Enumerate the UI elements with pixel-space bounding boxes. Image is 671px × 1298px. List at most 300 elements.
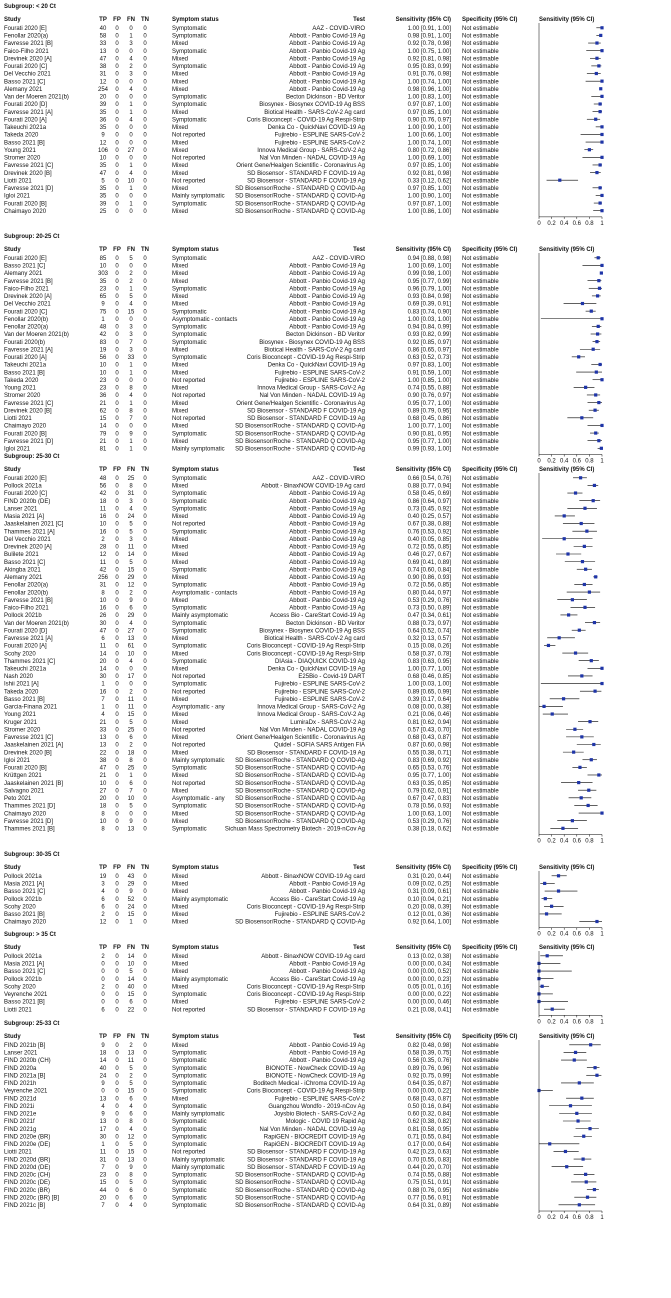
test-name: Fujirebio - ESPLINE SARS-CoV-2 (274, 132, 365, 139)
study-name: Alemany 2021 (4, 575, 43, 582)
sensitivity-ci: 0.10 [0.04, 0.21] (407, 896, 451, 903)
symptom-status: Mixed (172, 636, 189, 643)
tp-value: 106 (97, 147, 109, 154)
tp-value: 35 (99, 193, 107, 200)
sensitivity-ci: 0.81 [0.58, 0.95] (407, 1126, 451, 1133)
tn-value: 0 (143, 294, 147, 301)
tn-value: 0 (143, 491, 147, 498)
tp-value: 9 (101, 1081, 105, 1088)
fn-value: 1 (129, 400, 133, 407)
symptom-status: Mixed (172, 163, 189, 170)
point-estimate (562, 697, 565, 700)
axis-tick-label: 0.6 (572, 1215, 581, 1222)
tp-value: 33 (99, 41, 107, 48)
test-name: Abbott - Panbio Covid-19 Ag (289, 1050, 365, 1057)
tp-value: 83 (99, 339, 107, 346)
sensitivity-ci: 0.08 [0.00, 0.38] (407, 704, 451, 711)
fn-value: 10 (127, 796, 135, 803)
point-estimate (599, 163, 602, 166)
sensitivity-ci: 0.21 [0.06, 0.46] (407, 712, 451, 719)
specificity-ci: Not estimable (462, 506, 499, 513)
tp-value: 10 (99, 263, 107, 270)
specificity-ci: Not estimable (462, 1142, 499, 1149)
fn-value: 5 (129, 294, 133, 301)
tp-value: 44 (99, 1187, 107, 1194)
fn-value: 0 (129, 140, 133, 147)
test-name: Abbott - Panbio Covid-19 Ag (289, 316, 365, 323)
fp-value: 0 (115, 1050, 119, 1057)
tn-value: 0 (143, 689, 147, 696)
fn-value: 25 (127, 476, 135, 482)
specificity-ci: Not estimable (462, 1081, 499, 1088)
specificity-ci: Not estimable (462, 1065, 499, 1072)
test-name: RapiGEN - BIOCREDIT COVID-19 Ag (263, 1134, 365, 1141)
test-name: Denka Co - QuickNavi COVID-19 Ag (267, 125, 365, 132)
test-name: Becton Dickinson - BD Veritor (285, 332, 365, 339)
test-name: Abbott - Panbio Covid-19 Ag (289, 56, 365, 63)
subgroup-title: Subgroup: 20-25 Ct (4, 234, 60, 240)
tp-value: 42 (99, 332, 107, 339)
tp-value: 3 (101, 881, 105, 888)
test-name: SD Biosensor/Roche - STANDARD Q COVID-Ag (235, 423, 365, 430)
point-estimate (597, 325, 600, 328)
sensitivity-ci: 0.86 [0.64, 0.97] (407, 498, 451, 505)
sensitivity-ci: 1.00 [0.63, 1.00] (407, 811, 451, 818)
tp-value: 22 (99, 750, 107, 757)
tp-value: 30 (99, 1134, 107, 1141)
fn-value: 22 (127, 1007, 135, 1014)
fp-value: 0 (115, 1180, 119, 1187)
study-name: Pollock 2021a (4, 954, 42, 960)
tp-value: 20 (99, 94, 107, 101)
fp-value: 0 (115, 742, 119, 749)
tp-value: 17 (99, 1126, 107, 1133)
specificity-ci: Not estimable (462, 347, 499, 354)
tn-value: 0 (143, 559, 147, 566)
tp-value: 39 (99, 102, 107, 109)
sensitivity-ci: 0.44 [0.20, 0.70] (407, 1164, 451, 1171)
specificity-ci: Not estimable (462, 613, 499, 620)
sensitivity-ci: 0.89 [0.76, 0.96] (407, 1065, 451, 1072)
point-estimate (581, 560, 584, 563)
study-name: Takeuchi 2021a (4, 666, 47, 673)
symptom-status: Symptomatic (172, 48, 207, 55)
axis-tick-label: 0.6 (572, 458, 581, 465)
tn-value: 0 (143, 301, 147, 308)
symptom-status: Symptomatic (172, 992, 207, 999)
tp-value: 26 (99, 613, 107, 620)
fn-value: 6 (129, 1187, 133, 1194)
symptom-status: Not reported (172, 1149, 206, 1156)
specificity-ci: Not estimable (462, 256, 499, 262)
specificity-ci: Not estimable (462, 309, 499, 316)
tp-value: 62 (99, 408, 107, 415)
sensitivity-ci: 0.93 [0.82, 0.99] (407, 332, 451, 339)
sensitivity-ci: 0.97 [0.85, 1.00] (407, 163, 451, 170)
study-name: Takeuchi 2021a (4, 125, 47, 132)
study-name: Salvagno 2021 (4, 788, 45, 795)
fn-value: 1 (129, 773, 133, 780)
specificity-ci: Not estimable (462, 658, 499, 665)
symptom-status: Symptomatic (172, 26, 207, 32)
axis-tick-label: 1 (600, 931, 604, 938)
symptom-status: Mixed (172, 483, 189, 490)
col-header-sensitivity: Sensitivity (95% CI) (395, 247, 451, 253)
fp-value: 0 (115, 64, 119, 71)
symptom-status: Not reported (172, 674, 206, 681)
symptom-status: Symptomatic (172, 1073, 207, 1080)
point-estimate (576, 1119, 579, 1122)
fn-value: 0 (129, 681, 133, 688)
study-name: FIND 2021d (4, 1096, 37, 1103)
symptom-status: Mainly asymptomatic (172, 976, 229, 983)
fn-value: 2 (129, 742, 133, 749)
symptom-status: Symptomatic (172, 1081, 207, 1088)
sensitivity-ci: 0.60 [0.32, 0.84] (407, 1111, 451, 1118)
study-name: Drevinek 2020 [B] (4, 750, 52, 757)
fn-value: 43 (127, 874, 135, 880)
study-name: Alemany 2021 (4, 271, 43, 278)
tp-value: 23 (99, 1172, 107, 1179)
fn-value: 3 (129, 71, 133, 78)
point-estimate (595, 340, 598, 343)
fp-value: 0 (115, 256, 119, 262)
sensitivity-ci: 0.58 [0.39, 0.75] (407, 1050, 451, 1057)
tp-value: 5 (101, 178, 105, 185)
tn-value: 0 (143, 658, 147, 665)
axis-tick-label: 0.2 (547, 1019, 556, 1026)
test-name: Orient Gene/Healgen Scientific - Coronavirus Ag (236, 163, 365, 170)
sensitivity-ci: 0.58 [0.45, 0.69] (407, 491, 451, 498)
study-name: Fourati 2020 [D] (4, 628, 48, 635)
fn-value: 2 (129, 689, 133, 696)
tn-value: 0 (143, 1007, 147, 1014)
symptom-status: Mixed (172, 41, 189, 48)
point-estimate (583, 583, 586, 586)
fn-value: 15 (127, 1088, 135, 1095)
specificity-ci: Not estimable (462, 208, 499, 215)
point-estimate (565, 1165, 568, 1168)
fp-value: 0 (115, 286, 119, 293)
col-header-specificity: Specificity (95% CI) (462, 865, 518, 871)
study-name: Pollock 2021b (4, 613, 42, 620)
fn-value: 0 (129, 48, 133, 55)
study-name: Favresse 2021 [A] (4, 636, 53, 643)
tp-value: 8 (101, 590, 105, 597)
specificity-ci: Not estimable (462, 796, 499, 803)
symptom-status: Not reported (172, 1007, 206, 1014)
fn-value: 3 (129, 498, 133, 505)
test-name: Nal Von Minden - NADAL COVID-19 Ag (259, 393, 365, 400)
test-name: Abbott - Panbio Covid-19 Ag (289, 544, 365, 551)
fp-value: 0 (115, 79, 119, 86)
sensitivity-ci: 0.00 [0.00, 0.22] (407, 992, 451, 999)
point-estimate (600, 95, 603, 98)
test-name: Abbott - Panbio Covid-19 Ag (289, 961, 365, 968)
fn-value: 4 (129, 393, 133, 400)
point-estimate (580, 735, 583, 738)
sensitivity-ci: 0.63 [0.52, 0.73] (407, 355, 451, 362)
specificity-ci: Not estimable (462, 544, 499, 551)
study-name: Favresse 2021 [C] (4, 163, 54, 170)
specificity-ci: Not estimable (462, 41, 499, 48)
symptom-status: Symptomatic (172, 1058, 207, 1065)
test-name: Abbott - Panbio Covid-19 Ag (289, 559, 365, 566)
fp-value: 0 (115, 536, 119, 543)
point-estimate (594, 575, 597, 578)
fp-value: 0 (115, 309, 119, 316)
point-estimate (595, 41, 598, 44)
tn-value: 0 (143, 1195, 147, 1202)
test-name: Coris Bioconcept - COVID-19 Ag Respi-Strip (246, 984, 365, 991)
tp-value: 10 (99, 155, 107, 162)
tn-value: 0 (143, 1058, 147, 1065)
test-name: SD Biosensor - STANDARD F COVID-19 Ag (247, 1157, 365, 1164)
sensitivity-ci: 0.78 [0.56, 0.93] (407, 803, 451, 810)
col-header-specificity: Specificity (95% CI) (462, 467, 518, 473)
tp-value: 28 (99, 544, 107, 551)
tn-value: 0 (143, 567, 147, 574)
fn-value: 9 (129, 1164, 133, 1171)
symptom-status: Mixed (172, 712, 189, 719)
study-name: Liotti 2021 (4, 1007, 32, 1014)
sensitivity-ci: 0.33 [0.12, 0.62] (407, 178, 451, 185)
point-estimate (595, 371, 598, 374)
fp-value: 0 (115, 178, 119, 185)
tn-value: 0 (143, 1096, 147, 1103)
sensitivity-ci: 0.46 [0.27, 0.67] (407, 552, 451, 559)
fn-value: 0 (129, 94, 133, 101)
tp-value: 10 (99, 818, 107, 825)
test-name: Abbott - Panbio Covid-19 Ag (289, 605, 365, 612)
sensitivity-ci: 0.64 [0.52, 0.74] (407, 628, 451, 635)
tn-value: 0 (143, 109, 147, 116)
fp-value: 0 (115, 826, 119, 833)
point-estimate (599, 102, 602, 105)
fp-value: 0 (115, 912, 119, 919)
col-header-fn: FN (127, 1034, 135, 1040)
fp-value: 0 (115, 1203, 119, 1210)
sensitivity-ci: 1.00 [0.77, 1.00] (407, 666, 451, 673)
fn-value: 3 (129, 347, 133, 354)
study-name: Liotti 2021 (4, 178, 32, 185)
test-name: Abbott - Panbio Covid-19 Ag (289, 521, 365, 528)
specificity-ci: Not estimable (462, 1134, 499, 1141)
test-name: SD Biosensor/Roche - STANDARD Q COVID-Ag (235, 1172, 365, 1179)
fp-value: 0 (115, 355, 119, 362)
study-name: Masia 2021 [A] (4, 961, 45, 968)
test-name: SD Biosensor - STANDARD F COVID-19 Ag (247, 408, 365, 415)
tn-value: 0 (143, 961, 147, 968)
tp-value: 12 (99, 140, 107, 147)
sensitivity-ci: 1.00 [0.75, 1.00] (407, 48, 451, 55)
fp-value: 0 (115, 1142, 119, 1149)
fp-value: 0 (115, 727, 119, 734)
sensitivity-ci: 0.90 [0.86, 0.93] (407, 575, 451, 582)
symptom-status: Mixed (172, 125, 189, 132)
fn-value: 52 (127, 896, 135, 903)
point-estimate (564, 1150, 567, 1153)
sensitivity-ci: 0.58 [0.37, 0.78] (407, 651, 451, 658)
sensitivity-ci: 0.95 [0.77, 1.00] (407, 773, 451, 780)
tp-value: 47 (99, 170, 107, 177)
study-name: Young 2021 (4, 712, 36, 719)
tn-value: 0 (143, 742, 147, 749)
sensitivity-ci: 0.73 [0.50, 0.89] (407, 605, 451, 612)
sensitivity-ci: 0.69 [0.39, 0.91] (407, 301, 451, 308)
specificity-ci: Not estimable (462, 742, 499, 749)
test-name: SD Biosensor/Roche - STANDARD Q COVID-Ag (235, 1203, 365, 1210)
point-estimate (590, 758, 593, 761)
fp-value: 0 (115, 1149, 119, 1156)
specificity-ci: Not estimable (462, 377, 499, 384)
symptom-status: Mixed (172, 961, 189, 968)
tp-value: 6 (101, 636, 105, 643)
tn-value: 0 (143, 1149, 147, 1156)
tp-value: 12 (99, 552, 107, 559)
point-estimate (599, 186, 602, 189)
specificity-ci: Not estimable (462, 1007, 499, 1014)
point-estimate (563, 514, 566, 517)
col-header-test: Test (353, 247, 365, 253)
study-name: Masia 2021 [A] (4, 881, 45, 888)
test-name: Abbott - Panbio Covid-19 Ag (289, 86, 365, 93)
tp-value: 48 (99, 476, 107, 482)
point-estimate (600, 378, 603, 381)
col-header-tp: TP (99, 865, 107, 871)
test-name: SD Biosensor/Roche - STANDARD Q COVID-Ag (235, 193, 365, 200)
test-name: Quidel - SOFIA SARS Antigen FIA (273, 742, 365, 749)
specificity-ci: Not estimable (462, 1058, 499, 1065)
fp-value: 0 (115, 544, 119, 551)
specificity-ci: Not estimable (462, 178, 499, 185)
fp-value: 0 (115, 41, 119, 48)
tn-value: 0 (143, 904, 147, 911)
tp-value: 23 (99, 286, 107, 293)
symptom-status: Mixed (172, 651, 189, 658)
symptom-status: Mixed (172, 438, 189, 445)
sensitivity-ci: 0.83 [0.63, 0.95] (407, 658, 451, 665)
tn-value: 0 (143, 544, 147, 551)
point-estimate (584, 386, 587, 389)
fp-value: 0 (115, 889, 119, 896)
test-name: SD Biosensor - STANDARD F COVID-19 Ag (247, 178, 365, 185)
fn-value: 40 (127, 984, 135, 991)
study-name: Stromer 2020 (4, 155, 41, 162)
test-name: SD Biosensor - STANDARD F COVID-19 Ag (247, 170, 365, 177)
study-name: Del Vecchio 2021 (4, 71, 51, 78)
tp-value: 31 (99, 71, 107, 78)
specificity-ci: Not estimable (462, 186, 499, 193)
tn-value: 0 (143, 125, 147, 132)
specificity-ci: Not estimable (462, 636, 499, 643)
tn-value: 0 (143, 636, 147, 643)
tn-value: 0 (143, 1203, 147, 1210)
symptom-status: Symptomatic (172, 102, 207, 109)
test-name: Coris Bioconcept - COVID-19 Ag Respi-Strip (246, 992, 365, 999)
specificity-ci: Not estimable (462, 140, 499, 147)
specificity-ci: Not estimable (462, 757, 499, 764)
fn-value: 11 (127, 544, 135, 551)
sensitivity-ci: 0.82 [0.48, 0.98] (407, 1043, 451, 1049)
fp-value: 0 (115, 757, 119, 764)
tn-value: 0 (143, 446, 147, 453)
study-name: Veyrenche 2021 (4, 1088, 48, 1095)
point-estimate (585, 530, 588, 533)
fn-value: 13 (127, 826, 135, 833)
study-name: FIND 2020c (BR) (4, 1187, 51, 1194)
point-estimate (574, 491, 577, 494)
fn-value: 4 (129, 1103, 133, 1110)
specificity-ci: Not estimable (462, 324, 499, 331)
test-name: Abbott - Panbio Covid-19 Ag (289, 301, 365, 308)
fn-value: 4 (129, 56, 133, 63)
test-name: Fujirebio - ESPLINE SARS-CoV-2 (274, 377, 365, 384)
test-name: Becton Dickinson - BD Veritor (285, 94, 365, 101)
symptom-status: Not reported (172, 155, 206, 162)
study-name: Basso 2021 [B] (4, 370, 45, 377)
point-estimate (593, 484, 596, 487)
tp-value: 10 (99, 370, 107, 377)
fp-value: 0 (115, 48, 119, 55)
symptom-status: Mixed (172, 423, 189, 430)
tn-value: 0 (143, 969, 147, 976)
specificity-ci: Not estimable (462, 170, 499, 177)
sensitivity-ci: 0.67 [0.38, 0.88] (407, 521, 451, 528)
tp-value: 10 (99, 521, 107, 528)
specificity-ci: Not estimable (462, 1050, 499, 1057)
tn-value: 0 (143, 1081, 147, 1088)
symptom-status: Mainly symptomatic (172, 1164, 225, 1171)
tn-value: 0 (143, 919, 147, 926)
specificity-ci: Not estimable (462, 961, 499, 968)
fp-value: 0 (115, 140, 119, 147)
tn-value: 0 (143, 263, 147, 270)
point-estimate (595, 171, 598, 174)
fp-value: 0 (115, 559, 119, 566)
specificity-ci: Not estimable (462, 826, 499, 833)
fp-value: 0 (115, 780, 119, 787)
col-header-status: Symptom status (172, 467, 219, 473)
col-header-fp: FP (113, 1034, 121, 1040)
col-header-status: Symptom status (172, 865, 219, 871)
fn-value: 3 (129, 536, 133, 543)
point-estimate (583, 545, 586, 548)
specificity-ci: Not estimable (462, 491, 499, 498)
tp-value: 18 (99, 803, 107, 810)
symptom-status: Mainly symptomatic (172, 1157, 225, 1164)
tn-value: 0 (143, 271, 147, 278)
study-name: FIND 2021a [B] (4, 1073, 46, 1080)
col-header-fn: FN (127, 467, 135, 473)
fn-value: 9 (129, 431, 133, 438)
fn-value: 4 (129, 620, 133, 627)
col-header-sensitivity: Sensitivity (95% CI) (395, 1034, 451, 1040)
tp-value: 38 (99, 64, 107, 71)
test-name: SD Biosensor - STANDARD F COVID-19 Ag (247, 1007, 365, 1014)
sensitivity-ci: 0.68 [0.43, 0.87] (407, 735, 451, 742)
study-name: Faico-Filho 2021 (4, 605, 49, 612)
tp-value: 0 (101, 992, 105, 999)
symptom-status: Symptomatic (172, 567, 207, 574)
symptom-status: Mixed (172, 666, 189, 673)
sensitivity-ci: 0.72 [0.55, 0.85] (407, 544, 451, 551)
sensitivity-ci: 0.80 [0.44, 0.97] (407, 590, 451, 597)
point-estimate (596, 332, 599, 335)
sensitivity-ci: 0.72 [0.56, 0.85] (407, 582, 451, 589)
axis-tick-label: 0.2 (547, 838, 556, 845)
test-name: Coris Bioconcept - COVID-19 Ag Respi-Strip (246, 1088, 365, 1095)
